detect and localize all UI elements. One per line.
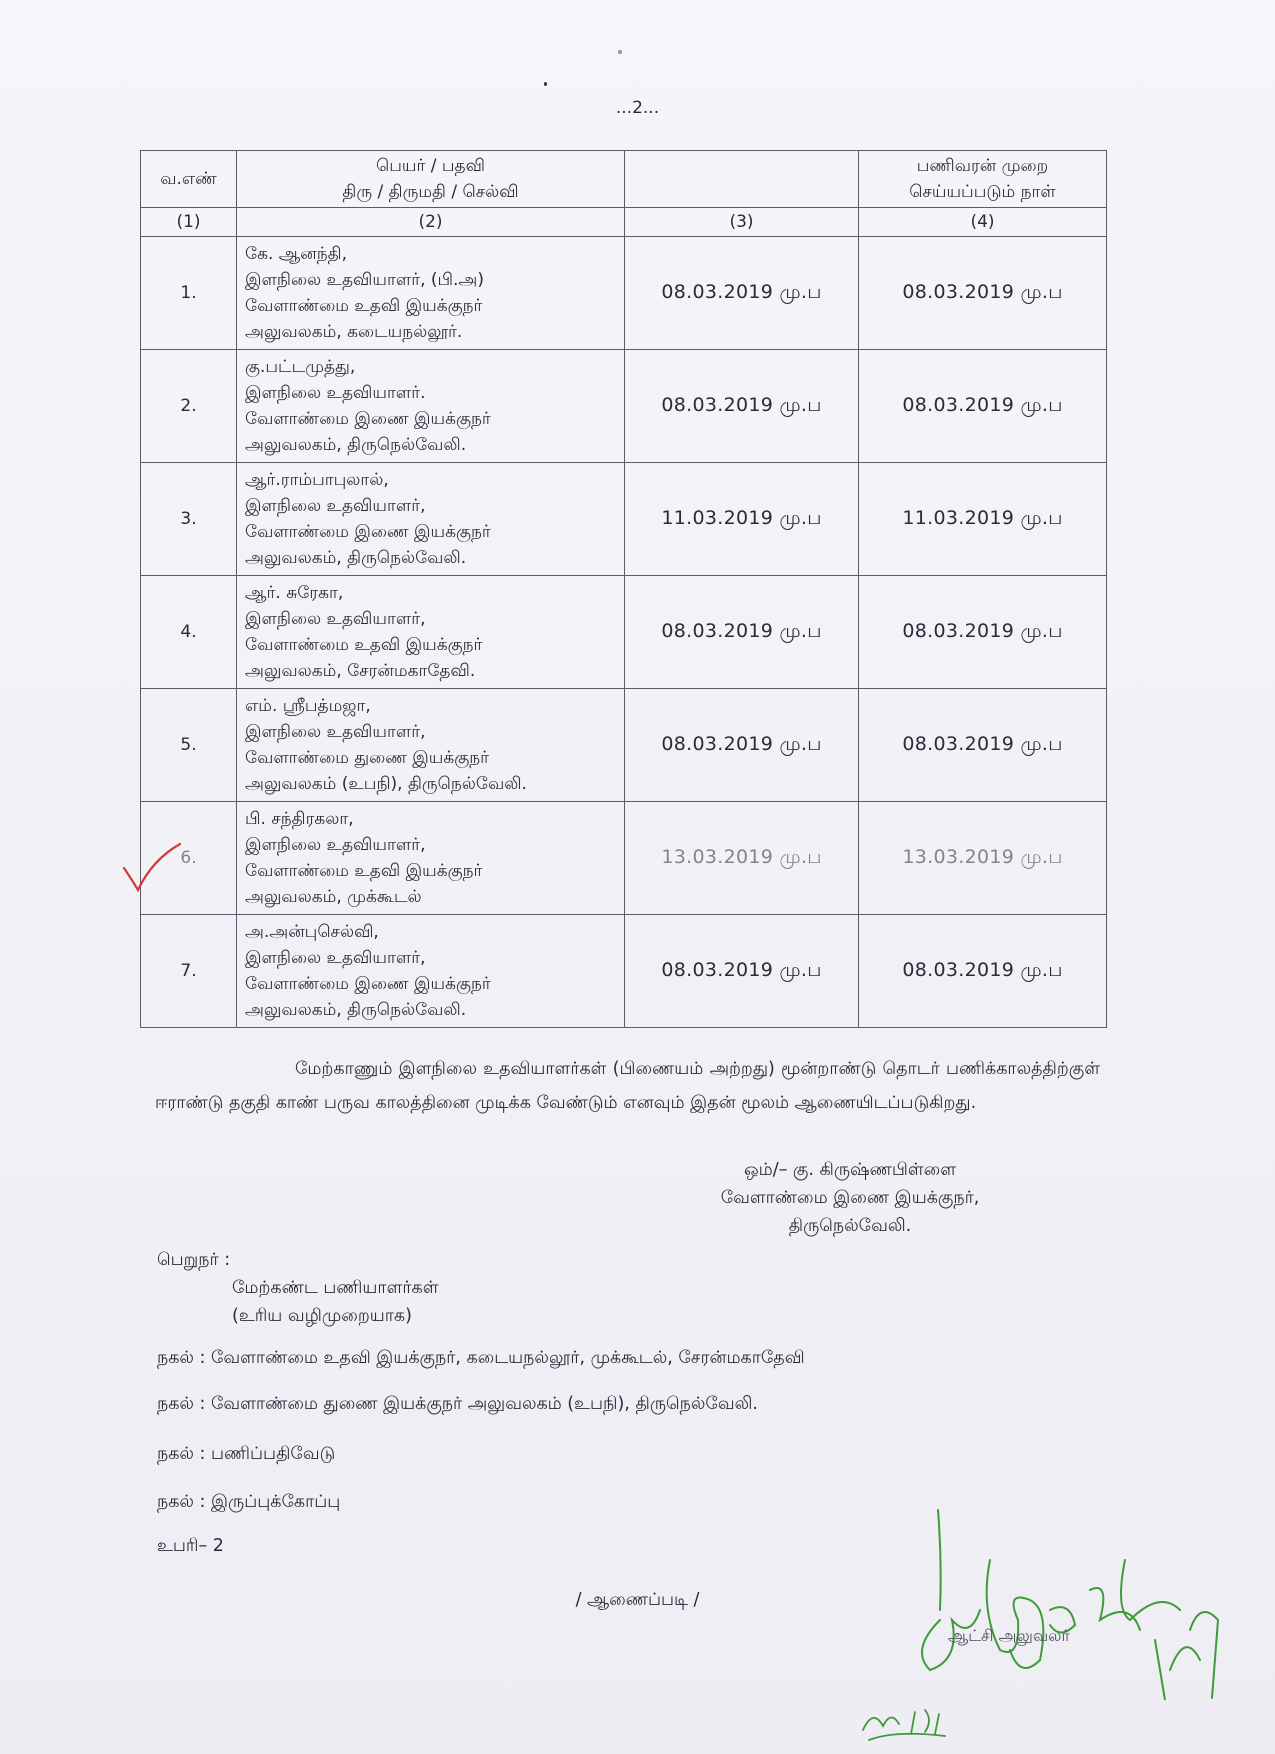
- person-name: ஆர். சுரேகா,: [245, 583, 344, 603]
- header-name-line1: பெயர் / பதவி: [376, 156, 485, 176]
- row-date-col3: 08.03.2019 மு.ப: [625, 576, 859, 689]
- row-sno: 2.: [141, 350, 237, 463]
- row-sno: 3.: [141, 463, 237, 576]
- person-office: வேளாண்மை இணை இயக்குநர்: [245, 409, 491, 429]
- copy-to-line: நகல் : இருப்புக்கோப்பு: [157, 1492, 341, 1512]
- signatory-name: ஒம்/– கு. கிருஷ்ணபிள்ளை: [743, 1160, 957, 1180]
- recipients-line2: (உரிய வழிமுறையாக): [232, 1306, 412, 1326]
- row-person: [237, 576, 625, 689]
- person-name: எம். ஸ்ரீபத்மஜா,: [245, 696, 371, 716]
- column-index: (4): [859, 208, 1107, 237]
- person-office: வேளாண்மை உதவி இயக்குநர்: [245, 635, 483, 655]
- row-person: [237, 915, 625, 1028]
- column-index: (3): [625, 208, 859, 237]
- table-row: [141, 237, 1107, 350]
- row-date-col4: 08.03.2019 மு.ப: [859, 576, 1107, 689]
- row-date-col3: 08.03.2019 மு.ப: [625, 237, 859, 350]
- person-designation: இளநிலை உதவியாளர்,: [245, 609, 426, 629]
- person-name: அ.அன்புசெல்வி,: [245, 922, 379, 942]
- row-sno: 6.: [141, 802, 237, 915]
- person-name: கே. ஆனந்தி,: [245, 244, 347, 264]
- spare-copies: உபரி– 2: [157, 1536, 224, 1556]
- table-row: [141, 915, 1107, 1028]
- recipients-block: [157, 1246, 439, 1330]
- recipients-label: பெறுநர் :: [157, 1250, 231, 1270]
- row-date-col3: 13.03.2019 மு.ப: [625, 802, 859, 915]
- row-person: [237, 802, 625, 915]
- recipients-line1: மேற்கண்ட பணியாளர்கள்: [232, 1278, 439, 1298]
- person-name: ஆர்.ராம்பாபுலால்,: [245, 470, 389, 490]
- roster-table: [140, 150, 1107, 1028]
- header-sno: வ.எண்: [141, 151, 237, 208]
- table-row: [141, 350, 1107, 463]
- signatory-designation: வேளாண்மை இணை இயக்குநர்,: [720, 1188, 980, 1208]
- row-person: [237, 237, 625, 350]
- row-sno: 1.: [141, 237, 237, 350]
- person-office: வேளாண்மை இணை இயக்குநர்: [245, 974, 491, 994]
- copy-to-line: நகல் : வேளாண்மை உதவி இயக்குநர், கடையநல்லூர், முக்கூடல், சேரன்மகாதேவி: [157, 1348, 805, 1368]
- person-name: பி. சந்திரகலா,: [245, 809, 354, 829]
- row-date-col4: 08.03.2019 மு.ப: [859, 689, 1107, 802]
- person-office-location: அலுவலகம், முக்கூடல்: [245, 887, 422, 907]
- person-designation: இளநிலை உதவியாளர்,: [245, 722, 426, 742]
- row-sno: 4.: [141, 576, 237, 689]
- red-tick-icon: [118, 838, 188, 898]
- row-person: [237, 350, 625, 463]
- column-index: (2): [237, 208, 625, 237]
- person-office: வேளாண்மை இணை இயக்குநர்: [245, 522, 491, 542]
- row-date-col4: 08.03.2019 மு.ப: [859, 350, 1107, 463]
- person-office: வேளாண்மை துணை இயக்குநர்: [245, 748, 490, 768]
- row-date-col4: 08.03.2019 மு.ப: [859, 237, 1107, 350]
- person-designation: இளநிலை உதவியாளர்,: [245, 948, 426, 968]
- person-office-location: அலுவலகம், திருநெல்வேலி.: [245, 1000, 467, 1020]
- row-date-col3: 11.03.2019 மு.ப: [625, 463, 859, 576]
- column-index-row: [141, 208, 1107, 237]
- table-row: [141, 689, 1107, 802]
- header-col4-line2: செய்யப்படும் நாள்: [909, 182, 1056, 202]
- table-row: [141, 802, 1107, 915]
- person-office-location: அலுவலகம், திருநெல்வேலி.: [245, 548, 467, 568]
- header-col4-line1: பணிவரன் முறை: [916, 156, 1049, 176]
- office-stamp: ஆட்சி அலுவலர்: [948, 1626, 1070, 1645]
- copy-to-line: நகல் : பணிப்பதிவேடு: [157, 1444, 336, 1464]
- copy-to-line: நகல் : வேளாண்மை துணை இயக்குநர் அலுவலகம் (உபநி), திருநெல்வேலி.: [157, 1394, 758, 1414]
- person-office-location: அலுவலகம் (உபநி), திருநெல்வேலி.: [245, 774, 527, 794]
- handwritten-signature-icon: [900, 1500, 1230, 1700]
- person-office-location: அலுவலகம், சேரன்மகாதேவி.: [245, 661, 476, 681]
- row-person: [237, 463, 625, 576]
- person-office: வேளாண்மை உதவி இயக்குநர்: [245, 296, 483, 316]
- row-sno: 7.: [141, 915, 237, 1028]
- row-date-col4: 08.03.2019 மு.ப: [859, 915, 1107, 1028]
- person-designation: இளநிலை உதவியாளர், (பி.அ): [245, 270, 484, 290]
- person-designation: இளநிலை உதவியாளர்,: [245, 496, 426, 516]
- row-person: [237, 689, 625, 802]
- person-office: வேளாண்மை உதவி இயக்குநர்: [245, 861, 483, 881]
- page-number: ...2...: [615, 98, 660, 118]
- initials-icon: [855, 1700, 965, 1750]
- row-date-col3: 08.03.2019 மு.ப: [625, 350, 859, 463]
- table-row: [141, 576, 1107, 689]
- row-date-col4: 13.03.2019 மு.ப: [859, 802, 1107, 915]
- by-order-footer: / ஆணைப்படி /: [575, 1590, 700, 1610]
- person-designation: இளநிலை உதவியாளர்.: [245, 383, 426, 403]
- table-header-row: [141, 151, 1107, 208]
- header-name-line2: திரு / திருமதி / செல்வி: [342, 182, 519, 202]
- scan-speck: [544, 82, 547, 86]
- person-office-location: அலுவலகம், கடையநல்லூர்.: [245, 322, 463, 342]
- header-col3: [625, 151, 859, 208]
- person-name: கு.பட்டமுத்து,: [245, 357, 356, 377]
- person-office-location: அலுவலகம், திருநெல்வேலி.: [245, 435, 467, 455]
- row-date-col4: 11.03.2019 மு.ப: [859, 463, 1107, 576]
- person-designation: இளநிலை உதவியாளர்,: [245, 835, 426, 855]
- signature-block: [640, 1156, 1060, 1240]
- header-regularisation-date: [859, 151, 1107, 208]
- header-name-title: [237, 151, 625, 208]
- scan-speck: [618, 50, 622, 54]
- order-paragraph: மேற்காணும் இளநிலை உதவியாளர்கள் (பிணையம் அற்றது) மூன்றாண்டு தொடர் பணிக்காலத்திற்குள் ஈராண்டு தகுதி காண் பருவ காலத்தினை முடிக்க வேண்டும் எனவும் இதன் மூலம் ஆணையிடப்படுகிறது.: [155, 1059, 1100, 1113]
- table-row: [141, 463, 1107, 576]
- row-date-col3: 08.03.2019 மு.ப: [625, 689, 859, 802]
- signatory-location: திருநெல்வேலி.: [788, 1216, 912, 1236]
- column-index: (1): [141, 208, 237, 237]
- row-sno: 5.: [141, 689, 237, 802]
- row-date-col3: 08.03.2019 மு.ப: [625, 915, 859, 1028]
